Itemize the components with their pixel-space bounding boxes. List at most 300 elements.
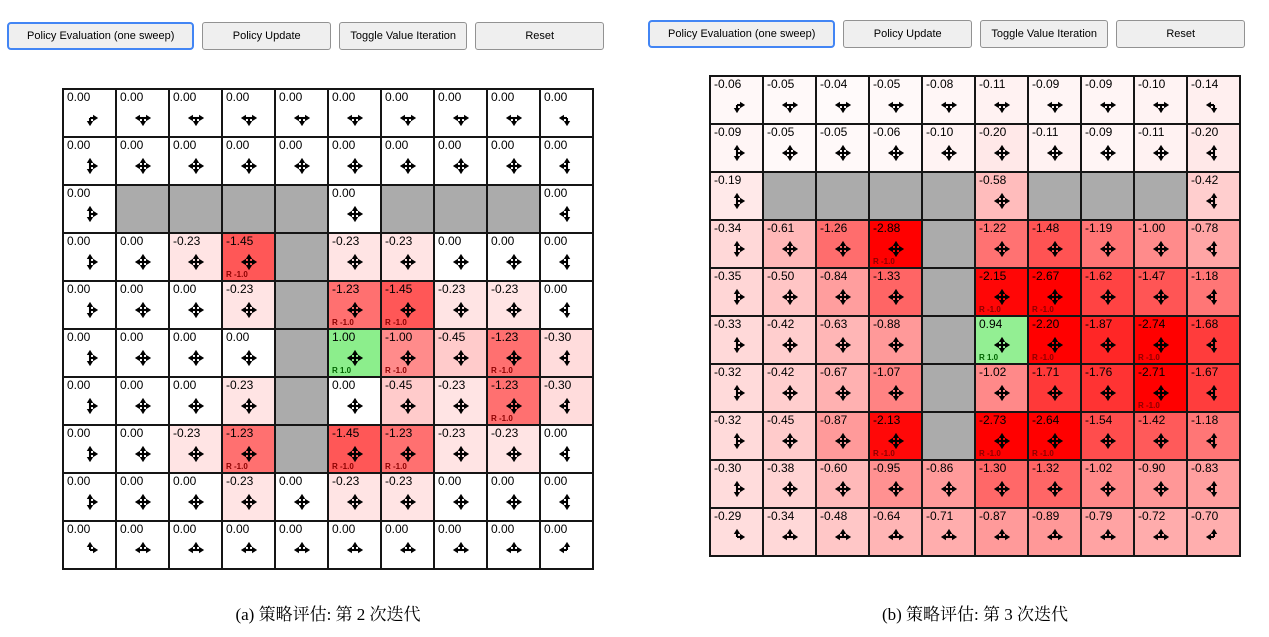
value-grid-b <box>709 75 1241 557</box>
reset-button[interactable]: Reset <box>475 22 604 50</box>
cell-value: -0.42 <box>1191 173 1219 187</box>
policy-arrows-icon <box>81 253 98 270</box>
cell-value: -0.09 <box>714 125 742 139</box>
policy-arrows-icon <box>134 157 151 174</box>
cell-value: 0.00 <box>67 90 91 104</box>
cell-value: -1.67 <box>1191 365 1219 379</box>
cell-value: 0.00 <box>438 90 462 104</box>
policy-arrows-icon <box>134 445 151 462</box>
cell-value: -2.74 <box>1138 317 1166 331</box>
cell-r1-c4 <box>275 137 328 185</box>
cell-value: -0.09 <box>1032 77 1060 91</box>
cell-value: -0.84 <box>820 269 848 283</box>
cell-r1-c9 <box>540 137 593 185</box>
cell-r8-c1 <box>116 473 169 521</box>
policy-arrows-icon <box>187 157 204 174</box>
policy-arrows-icon <box>346 157 363 174</box>
policy-arrows-icon <box>240 253 257 270</box>
cell-r8-c9 <box>1187 460 1240 508</box>
cell-value: -0.04 <box>820 77 848 91</box>
cell-r7-c3 <box>222 425 275 473</box>
cell-value: 0.00 <box>120 282 144 296</box>
cell-r4-c3 <box>222 281 275 329</box>
cell-r5-c8 <box>487 329 540 377</box>
reward-label: R 1.0 <box>979 353 999 362</box>
cell-value: -0.90 <box>1138 461 1166 475</box>
cell-r7-c6 <box>1028 412 1081 460</box>
cell-r8-c6 <box>381 473 434 521</box>
policy-arrows-icon <box>834 432 851 449</box>
cell-r5-c2 <box>816 316 869 364</box>
cell-r9-c9 <box>540 521 593 569</box>
policy-arrows-icon <box>346 205 363 222</box>
cell-value: -1.18 <box>1191 269 1219 283</box>
cell-value: 0.94 <box>979 317 1003 331</box>
policy-arrows-icon <box>834 336 851 353</box>
policy-arrows-icon <box>187 397 204 414</box>
cell-value: 0.00 <box>438 138 462 152</box>
cell-r7-c0 <box>63 425 116 473</box>
cell-r0-c4 <box>275 89 328 137</box>
policy-arrows-icon <box>558 541 575 558</box>
cell-value: -0.20 <box>979 125 1007 139</box>
cell-value: 0.00 <box>67 378 91 392</box>
cell-value: -0.78 <box>1191 221 1219 235</box>
policy-arrows-icon <box>81 493 98 510</box>
policy-arrows-icon <box>187 493 204 510</box>
policy-arrows-icon <box>240 541 257 558</box>
cell-value: -1.47 <box>1138 269 1166 283</box>
policy-arrows-icon <box>187 301 204 318</box>
cell-value: -0.38 <box>767 461 795 475</box>
cell-r7-c9 <box>1187 412 1240 460</box>
cell-r0-c2 <box>816 76 869 124</box>
cell-r5-c7 <box>434 329 487 377</box>
policy-arrows-icon <box>1205 480 1222 497</box>
cell-value: -0.23 <box>438 426 466 440</box>
policy-arrows-icon <box>134 253 151 270</box>
policy-arrows-icon <box>781 528 798 545</box>
cell-r7-c7 <box>434 425 487 473</box>
policy-arrows-icon <box>1099 528 1116 545</box>
cell-r9-c1 <box>763 508 816 556</box>
cell-r7-c1 <box>116 425 169 473</box>
cell-value: -2.13 <box>873 413 901 427</box>
cell-r9-c0 <box>63 521 116 569</box>
policy-arrows-icon <box>346 301 363 318</box>
cell-r4-c9 <box>1187 268 1240 316</box>
policy-arrows-icon <box>834 384 851 401</box>
cell-r4-c8 <box>487 281 540 329</box>
policy-arrows-icon <box>187 109 204 126</box>
cell-r3-c0 <box>710 220 763 268</box>
policy-arrows-icon <box>1205 336 1222 353</box>
cell-value: -1.23 <box>332 282 360 296</box>
cell-r3-c1 <box>763 220 816 268</box>
cell-value: -0.42 <box>767 317 795 331</box>
cell-r6-c3 <box>869 364 922 412</box>
cell-r8-c9 <box>540 473 593 521</box>
policy-arrows-icon <box>1046 288 1063 305</box>
cell-value: -2.73 <box>979 413 1007 427</box>
cell-value: -0.19 <box>714 173 742 187</box>
policy-arrows-icon <box>505 493 522 510</box>
policy-update-button[interactable]: Policy Update <box>202 22 331 50</box>
reward-label: R -1.0 <box>385 462 407 471</box>
cell-value: -0.50 <box>767 269 795 283</box>
cell-r7-c5 <box>328 425 381 473</box>
cell-value: -1.33 <box>873 269 901 283</box>
reset-button[interactable]: Reset <box>1116 20 1245 48</box>
cell-value: 0.00 <box>173 138 197 152</box>
cell-r4-c6 <box>381 281 434 329</box>
reward-label: R -1.0 <box>979 449 1001 458</box>
caption-a: (a) 策略评估: 第 2 次迭代 <box>235 605 421 624</box>
policy-arrows-icon <box>887 384 904 401</box>
cell-r1-c2 <box>816 124 869 172</box>
policy-arrows-icon <box>399 349 416 366</box>
wall-r2-c3 <box>222 185 275 233</box>
wall-r2-c4 <box>922 172 975 220</box>
cell-value: -1.00 <box>385 330 413 344</box>
wall-r2-c4 <box>275 185 328 233</box>
cell-r3-c9 <box>540 233 593 281</box>
policy-evaluation-button[interactable]: Policy Evaluation (one sweep) <box>7 22 194 50</box>
cell-value: 0.00 <box>67 282 91 296</box>
policy-arrows-icon <box>240 397 257 414</box>
policy-arrows-icon <box>81 445 98 462</box>
policy-arrows-icon <box>1046 240 1063 257</box>
cell-value: -0.87 <box>820 413 848 427</box>
cell-value: 0.00 <box>120 474 144 488</box>
cell-value: 0.00 <box>544 186 568 200</box>
cell-value: -2.71 <box>1138 365 1166 379</box>
cell-r1-c2 <box>169 137 222 185</box>
wall-r2-c7 <box>1081 172 1134 220</box>
cell-value: -1.30 <box>979 461 1007 475</box>
cell-r1-c0 <box>63 137 116 185</box>
toolbar-b <box>648 20 1245 48</box>
cell-value: -0.45 <box>767 413 795 427</box>
cell-value: 0.00 <box>173 90 197 104</box>
policy-arrows-icon <box>1099 336 1116 353</box>
cell-r3-c5 <box>975 220 1028 268</box>
cell-r0-c4 <box>922 76 975 124</box>
cell-r7-c9 <box>540 425 593 473</box>
policy-arrows-icon <box>346 541 363 558</box>
cell-r1-c1 <box>116 137 169 185</box>
policy-arrows-icon <box>1205 528 1222 545</box>
policy-arrows-icon <box>505 301 522 318</box>
cell-r1-c5 <box>328 137 381 185</box>
cell-r0-c0 <box>63 89 116 137</box>
cell-r0-c7 <box>1081 76 1134 124</box>
policy-arrows-icon <box>399 445 416 462</box>
cell-r0-c5 <box>328 89 381 137</box>
policy-arrows-icon <box>1046 96 1063 113</box>
policy-arrows-icon <box>834 144 851 161</box>
cell-value: 0.00 <box>438 522 462 536</box>
cell-value: 0.00 <box>332 522 356 536</box>
cell-r0-c8 <box>1134 76 1187 124</box>
cell-r4-c5 <box>328 281 381 329</box>
policy-arrows-icon <box>993 528 1010 545</box>
cell-value: -0.23 <box>173 426 201 440</box>
policy-arrows-icon <box>1152 432 1169 449</box>
policy-arrows-icon <box>1099 480 1116 497</box>
policy-arrows-icon <box>399 541 416 558</box>
reward-label: R -1.0 <box>385 318 407 327</box>
cell-r5-c9 <box>1187 316 1240 364</box>
cell-value: -2.88 <box>873 221 901 235</box>
policy-arrows-icon <box>134 349 151 366</box>
policy-arrows-icon <box>346 349 363 366</box>
cell-value: -0.23 <box>173 234 201 248</box>
cell-value: -0.14 <box>1191 77 1219 91</box>
cell-r5-c2 <box>169 329 222 377</box>
policy-arrows-icon <box>452 445 469 462</box>
policy-arrows-icon <box>728 144 745 161</box>
cell-value: 0.00 <box>173 282 197 296</box>
cell-value: -0.88 <box>873 317 901 331</box>
policy-arrows-icon <box>781 432 798 449</box>
policy-arrows-icon <box>399 109 416 126</box>
policy-arrows-icon <box>346 109 363 126</box>
policy-arrows-icon <box>399 397 416 414</box>
policy-arrows-icon <box>452 493 469 510</box>
policy-arrows-icon <box>1205 192 1222 209</box>
cell-value: -0.29 <box>714 509 742 523</box>
policy-arrows-icon <box>1205 96 1222 113</box>
policy-arrows-icon <box>558 397 575 414</box>
cell-value: -0.30 <box>544 378 572 392</box>
reward-label: R -1.0 <box>1138 401 1160 410</box>
policy-update-button[interactable]: Policy Update <box>843 20 972 48</box>
cell-value: 0.00 <box>120 234 144 248</box>
cell-r9-c6 <box>381 521 434 569</box>
policy-arrows-icon <box>240 301 257 318</box>
policy-arrows-icon <box>781 480 798 497</box>
policy-arrows-icon <box>1099 384 1116 401</box>
policy-arrows-icon <box>887 96 904 113</box>
policy-arrows-icon <box>1046 144 1063 161</box>
cell-r2-c0 <box>710 172 763 220</box>
cell-value: -0.34 <box>767 509 795 523</box>
cell-value: 0.00 <box>332 90 356 104</box>
policy-arrows-icon <box>887 528 904 545</box>
cell-value: -0.23 <box>385 234 413 248</box>
policy-arrows-icon <box>1046 480 1063 497</box>
policy-arrows-icon <box>834 528 851 545</box>
cell-value: 0.00 <box>173 522 197 536</box>
cell-r7-c0 <box>710 412 763 460</box>
reward-label: R -1.0 <box>873 449 895 458</box>
cell-value: -0.67 <box>820 365 848 379</box>
cell-value: -1.07 <box>873 365 901 379</box>
cell-r0-c6 <box>1028 76 1081 124</box>
cell-r9-c6 <box>1028 508 1081 556</box>
cell-r3-c3 <box>222 233 275 281</box>
cell-value: -0.05 <box>767 125 795 139</box>
wall-r2-c3 <box>869 172 922 220</box>
policy-arrows-icon <box>346 253 363 270</box>
cell-value: -0.33 <box>714 317 742 331</box>
cell-value: -0.23 <box>438 282 466 296</box>
policy-arrows-icon <box>187 541 204 558</box>
cell-value: 0.00 <box>544 234 568 248</box>
wall-r7-c4 <box>922 412 975 460</box>
cell-value: 0.00 <box>385 522 409 536</box>
cell-r1-c1 <box>763 124 816 172</box>
policy-arrows-icon <box>134 541 151 558</box>
cell-r3-c6 <box>381 233 434 281</box>
cell-value: -0.09 <box>1085 77 1113 91</box>
cell-value: 0.00 <box>544 522 568 536</box>
caption-b: (b) 策略评估: 第 3 次迭代 <box>881 605 1069 624</box>
cell-r5-c8 <box>1134 316 1187 364</box>
cell-value: -0.11 <box>1032 125 1059 139</box>
cell-value: 0.00 <box>544 426 568 440</box>
cell-value: -0.60 <box>820 461 848 475</box>
cell-value: -0.11 <box>979 77 1006 91</box>
cell-value: -1.76 <box>1085 365 1113 379</box>
cell-r8-c7 <box>1081 460 1134 508</box>
cell-value: -0.32 <box>714 365 742 379</box>
policy-arrows-icon <box>505 157 522 174</box>
policy-arrows-icon <box>781 288 798 305</box>
reward-label: R -1.0 <box>1138 353 1160 362</box>
toggle-value-iteration-button[interactable]: Toggle Value Iteration <box>339 22 468 50</box>
cell-value: 0.00 <box>279 474 303 488</box>
cell-r4-c7 <box>434 281 487 329</box>
cell-r5-c1 <box>763 316 816 364</box>
policy-arrows-icon <box>505 109 522 126</box>
policy-arrows-icon <box>81 349 98 366</box>
cell-r9-c3 <box>222 521 275 569</box>
policy-arrows-icon <box>1152 240 1169 257</box>
cell-value: -0.79 <box>1085 509 1113 523</box>
cell-value: 1.00 <box>332 330 356 344</box>
cell-r1-c8 <box>487 137 540 185</box>
cell-r8-c5 <box>975 460 1028 508</box>
reward-label: R -1.0 <box>491 414 513 423</box>
cell-value: -1.23 <box>491 330 519 344</box>
wall-r2-c2 <box>169 185 222 233</box>
cell-r0-c1 <box>116 89 169 137</box>
cell-r3-c5 <box>328 233 381 281</box>
cell-r8-c0 <box>63 473 116 521</box>
policy-arrows-icon <box>399 253 416 270</box>
cell-r6-c0 <box>710 364 763 412</box>
policy-arrows-icon <box>452 349 469 366</box>
policy-arrows-icon <box>134 301 151 318</box>
cell-value: 0.00 <box>67 522 91 536</box>
cell-r2-c0 <box>63 185 116 233</box>
cell-value: 0.00 <box>226 330 250 344</box>
policy-arrows-icon <box>293 157 310 174</box>
reward-label: R -1.0 <box>1032 353 1054 362</box>
reward-label: R -1.0 <box>1032 305 1054 314</box>
cell-value: -1.45 <box>332 426 360 440</box>
reward-label: R -1.0 <box>332 318 354 327</box>
wall-r2-c8 <box>1134 172 1187 220</box>
policy-arrows-icon <box>887 240 904 257</box>
policy-arrows-icon <box>887 336 904 353</box>
policy-arrows-icon <box>887 432 904 449</box>
cell-value: -1.00 <box>1138 221 1166 235</box>
cell-r9-c8 <box>487 521 540 569</box>
wall-r7-c4 <box>275 425 328 473</box>
policy-arrows-icon <box>505 397 522 414</box>
cell-r9-c4 <box>275 521 328 569</box>
wall-r2-c8 <box>487 185 540 233</box>
cell-r5-c3 <box>869 316 922 364</box>
cell-r7-c2 <box>816 412 869 460</box>
policy-arrows-icon <box>834 288 851 305</box>
cell-value: 0.00 <box>332 186 356 200</box>
policy-arrows-icon <box>1152 528 1169 545</box>
cell-r5-c1 <box>116 329 169 377</box>
toggle-value-iteration-button[interactable]: Toggle Value Iteration <box>980 20 1109 48</box>
policy-arrows-icon <box>240 445 257 462</box>
policy-arrows-icon <box>505 541 522 558</box>
cell-r7-c8 <box>487 425 540 473</box>
policy-evaluation-button[interactable]: Policy Evaluation (one sweep) <box>648 20 835 48</box>
cell-r9-c7 <box>434 521 487 569</box>
policy-arrows-icon <box>993 240 1010 257</box>
cell-value: 0.00 <box>173 330 197 344</box>
cell-r6-c1 <box>116 377 169 425</box>
policy-arrows-icon <box>1046 528 1063 545</box>
policy-arrows-icon <box>993 288 1010 305</box>
cell-r4-c1 <box>116 281 169 329</box>
cell-value: 0.00 <box>491 234 515 248</box>
reward-label: R -1.0 <box>226 270 248 279</box>
cell-r8-c8 <box>1134 460 1187 508</box>
cell-value: -0.23 <box>491 282 519 296</box>
cell-value: -1.18 <box>1191 413 1219 427</box>
policy-arrows-icon <box>728 240 745 257</box>
policy-arrows-icon <box>993 336 1010 353</box>
cell-r9-c4 <box>922 508 975 556</box>
cell-r3-c2 <box>169 233 222 281</box>
cell-value: -1.26 <box>820 221 848 235</box>
policy-arrows-icon <box>781 96 798 113</box>
policy-arrows-icon <box>452 109 469 126</box>
cell-value: -0.35 <box>714 269 742 283</box>
cell-r8-c4 <box>275 473 328 521</box>
policy-arrows-icon <box>1046 336 1063 353</box>
cell-value: -1.02 <box>1085 461 1113 475</box>
policy-arrows-icon <box>346 493 363 510</box>
cell-r3-c0 <box>63 233 116 281</box>
cell-value: -0.05 <box>820 125 848 139</box>
cell-value: -0.72 <box>1138 509 1166 523</box>
policy-arrows-icon <box>993 432 1010 449</box>
cell-r6-c5 <box>975 364 1028 412</box>
cell-r6-c7 <box>1081 364 1134 412</box>
cell-value: -0.23 <box>226 282 254 296</box>
cell-value: -0.23 <box>438 378 466 392</box>
policy-arrows-icon <box>558 445 575 462</box>
cell-value: -1.54 <box>1085 413 1113 427</box>
policy-arrows-icon <box>293 493 310 510</box>
wall-r4-c4 <box>922 268 975 316</box>
policy-arrows-icon <box>728 528 745 545</box>
cell-value: 0.00 <box>385 90 409 104</box>
cell-r4-c1 <box>763 268 816 316</box>
policy-arrows-icon <box>399 157 416 174</box>
